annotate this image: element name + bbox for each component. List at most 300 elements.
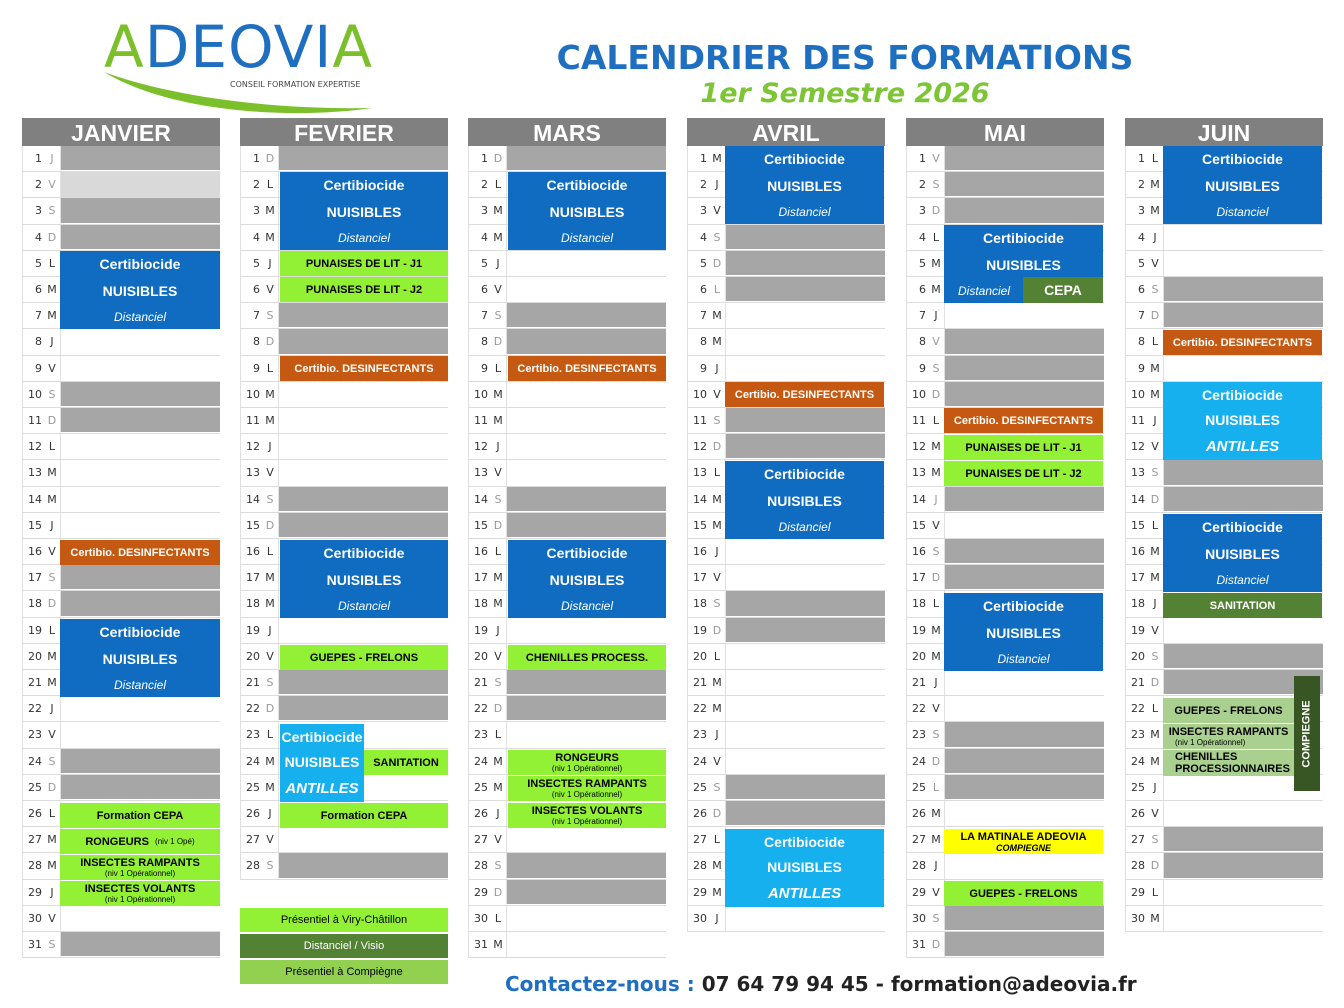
day-number: 24: [468, 749, 490, 774]
day-number: 8: [240, 329, 262, 354]
day-letter: V: [494, 833, 502, 847]
day-row: [906, 722, 1104, 748]
day-letter: M: [265, 571, 275, 585]
day-row: [22, 382, 220, 408]
day-letter: D: [931, 754, 941, 768]
day-number: 16: [240, 539, 262, 564]
day-row: [468, 146, 666, 172]
day-number: 20: [468, 644, 490, 669]
day-cell-off: [506, 696, 666, 721]
day-letter: V: [266, 466, 274, 480]
day-row: [687, 539, 885, 565]
day-letter: D: [47, 597, 57, 611]
day-number: 22: [1125, 696, 1147, 721]
day-number: 19: [240, 618, 262, 643]
day-number: 11: [22, 408, 44, 433]
day-number: 25: [240, 775, 262, 800]
day-letter: J: [715, 178, 719, 192]
day-row: [687, 225, 885, 251]
day-row: [22, 591, 220, 617]
day-letter: V: [713, 204, 721, 218]
day-number: 29: [906, 880, 928, 905]
event-chenilles-bar: CHENILLES PROCESSIONNAIRES: [1163, 750, 1294, 776]
day-cell-off: [60, 932, 220, 957]
contact-label: Contactez-nous :: [505, 972, 695, 996]
day-cell: [506, 827, 666, 852]
day-letter: V: [1151, 440, 1159, 454]
day-number: 2: [22, 172, 44, 197]
day-letter: D: [493, 702, 503, 716]
day-number: 17: [468, 565, 490, 590]
compiegne-vertical-label: COMPIEGNE: [1294, 676, 1320, 791]
day-letter: D: [493, 885, 503, 899]
day-row: [468, 722, 666, 748]
day-letter: D: [47, 414, 57, 428]
day-letter: S: [48, 938, 56, 952]
day-number: 3: [906, 198, 928, 223]
day-number: 25: [22, 775, 44, 800]
event-matinale-bar: LA MATINALE ADEOVIA COMPIEGNE: [944, 829, 1103, 854]
day-number: 30: [687, 906, 709, 931]
day-number: 13: [22, 460, 44, 485]
day-number: 16: [1125, 539, 1147, 564]
day-letter: J: [50, 702, 54, 716]
day-number: 24: [906, 749, 928, 774]
day-number: 25: [906, 775, 928, 800]
day-number: 18: [687, 591, 709, 616]
day-letter: S: [713, 230, 721, 244]
day-number: 1: [906, 146, 928, 171]
day-letter: M: [712, 702, 722, 716]
day-row: [687, 356, 885, 382]
logo-wordmark: ADEOVIA: [104, 13, 374, 81]
day-cell: [60, 487, 220, 512]
day-cell-off: [60, 408, 220, 433]
day-letter: M: [493, 597, 503, 611]
day-number: 29: [1125, 880, 1147, 905]
day-letter: M: [1150, 545, 1160, 559]
day-number: 4: [468, 225, 490, 250]
day-letter: M: [265, 204, 275, 218]
day-letter: M: [1150, 571, 1160, 585]
day-row: [240, 513, 448, 539]
day-number: 18: [1125, 591, 1147, 616]
day-row: [240, 434, 448, 460]
day-number: 4: [1125, 225, 1147, 250]
day-letter: M: [931, 807, 941, 821]
day-cell-off: [725, 408, 885, 433]
month-header: MARS: [468, 118, 666, 146]
day-row: [468, 513, 666, 539]
legend-compiegne: Présentiel à Compiègne: [240, 960, 448, 984]
day-letter: D: [265, 335, 275, 349]
day-letter: V: [932, 335, 940, 349]
day-letter: L: [48, 256, 56, 270]
day-cell-off: [944, 172, 1104, 197]
day-row: [468, 251, 666, 277]
day-letter: V: [932, 152, 940, 166]
day-letter: D: [493, 335, 503, 349]
day-row: [468, 906, 666, 932]
day-letter: L: [713, 833, 721, 847]
day-row: [687, 906, 885, 932]
day-row: [240, 146, 448, 172]
day-cell-off: [944, 565, 1104, 590]
day-number: 27: [22, 827, 44, 852]
day-number: 12: [22, 434, 44, 459]
day-cell-off: [278, 513, 448, 538]
day-letter: M: [931, 649, 941, 663]
day-row: [687, 670, 885, 696]
day-number: 4: [906, 225, 928, 250]
day-letter: M: [712, 335, 722, 349]
day-cell-off: [944, 722, 1104, 747]
day-number: 3: [240, 198, 262, 223]
day-cell: [506, 408, 666, 433]
contact-separator: -: [875, 972, 884, 996]
day-letter: J: [496, 440, 500, 454]
day-letter: V: [932, 885, 940, 899]
day-number: 20: [1125, 644, 1147, 669]
day-row: [22, 565, 220, 591]
day-cell-off: [278, 853, 448, 878]
day-letter: L: [932, 414, 940, 428]
day-number: 27: [468, 827, 490, 852]
day-number: 11: [687, 408, 709, 433]
day-letter: V: [932, 702, 940, 716]
day-row: [906, 749, 1104, 775]
day-number: 5: [906, 251, 928, 276]
day-row: [22, 932, 220, 958]
day-cell-off: [944, 775, 1104, 800]
day-cell-off: [60, 565, 220, 590]
day-row: [687, 775, 885, 801]
day-letter: S: [932, 911, 940, 925]
day-row: [468, 670, 666, 696]
day-letter: V: [713, 387, 721, 401]
day-row: [468, 277, 666, 303]
day-number: 15: [22, 513, 44, 538]
day-letter: M: [493, 938, 503, 952]
day-number: 6: [1125, 277, 1147, 302]
day-letter: V: [713, 571, 721, 585]
contact-phone[interactable]: 07 64 79 94 45: [701, 972, 869, 996]
day-letter: D: [712, 256, 722, 270]
day-number: 9: [22, 356, 44, 381]
day-cell-off: [944, 146, 1104, 171]
day-number: 1: [1125, 146, 1147, 171]
day-number: 10: [468, 382, 490, 407]
day-letter: V: [266, 283, 274, 297]
day-number: 30: [22, 906, 44, 931]
day-number: 24: [687, 749, 709, 774]
day-letter: J: [268, 440, 272, 454]
day-cell: [725, 696, 885, 721]
event-certibiocide-block: Certibiocide NUISIBLES Distanciel: [60, 619, 220, 697]
day-letter: M: [493, 754, 503, 768]
event-sanitation-bar: SANITATION: [364, 750, 448, 775]
day-number: 10: [906, 382, 928, 407]
day-letter: V: [713, 754, 721, 768]
day-number: 5: [22, 251, 44, 276]
day-letter: S: [266, 309, 274, 323]
event-desinfectants-bar: Certibio. DESINFECTANTS: [725, 382, 884, 407]
day-cell: [506, 618, 666, 643]
day-cell: [278, 827, 448, 852]
day-letter: L: [713, 283, 721, 297]
day-letter: V: [48, 178, 56, 192]
event-certibiocide-block: Certibiocide NUISIBLES Distanciel: [944, 225, 1103, 303]
day-letter: M: [931, 833, 941, 847]
day-number: 19: [906, 618, 928, 643]
day-number: 26: [468, 801, 490, 826]
day-cell-off: [944, 198, 1104, 223]
day-number: 28: [906, 853, 928, 878]
day-number: 13: [906, 460, 928, 485]
day-letter: M: [712, 152, 722, 166]
event-certibiocide-block: Certibiocide NUISIBLES Distanciel: [280, 172, 448, 250]
day-letter: L: [494, 728, 502, 742]
day-row: [468, 408, 666, 434]
day-letter: M: [265, 230, 275, 244]
day-row: [22, 775, 220, 801]
day-number: 11: [1125, 408, 1147, 433]
day-cell-off: [278, 303, 448, 328]
day-letter: M: [712, 676, 722, 690]
day-cell: [1163, 801, 1323, 826]
legend-distanciel: Distanciel / Visio: [240, 934, 448, 958]
day-letter: M: [1150, 178, 1160, 192]
event-cepa-bar: CEPA: [1023, 277, 1103, 303]
month-header: FEVRIER: [240, 118, 448, 146]
day-row: [240, 696, 448, 722]
day-row: [687, 251, 885, 277]
day-number: 19: [687, 618, 709, 643]
day-cell: [60, 696, 220, 721]
day-number: 8: [468, 329, 490, 354]
day-letter: L: [48, 440, 56, 454]
day-cell: [60, 906, 220, 931]
day-letter: L: [266, 728, 274, 742]
event-desinfectants-bar: Certibio. DESINFECTANTS: [1163, 330, 1322, 355]
day-row: [906, 696, 1104, 722]
day-letter: J: [715, 728, 719, 742]
day-number: 27: [687, 827, 709, 852]
day-cell: [506, 932, 666, 957]
day-row: [687, 565, 885, 591]
day-cell-off: [506, 487, 666, 512]
day-letter: M: [931, 440, 941, 454]
day-row: [1125, 277, 1323, 303]
day-cell: [725, 906, 885, 931]
day-number: 31: [468, 932, 490, 957]
day-cell-off: [944, 487, 1104, 512]
day-row: [1125, 487, 1323, 513]
day-number: 23: [240, 722, 262, 747]
day-number: 21: [240, 670, 262, 695]
day-row: [1125, 906, 1323, 932]
day-letter: S: [713, 780, 721, 794]
event-certibiocide-antilles-block: Certibiocide NUISIBLES ANTILLES: [725, 829, 884, 907]
day-row: [240, 382, 448, 408]
day-number: 7: [468, 303, 490, 328]
day-cell-off: [725, 434, 885, 459]
day-letter: M: [47, 649, 57, 663]
day-letter: L: [932, 597, 940, 611]
day-letter: J: [268, 256, 272, 270]
day-number: 29: [22, 880, 44, 905]
day-letter: D: [265, 702, 275, 716]
day-letter: D: [493, 152, 503, 166]
day-number: 14: [240, 487, 262, 512]
day-row: [240, 408, 448, 434]
day-number: 3: [468, 198, 490, 223]
day-number: 28: [687, 853, 709, 878]
day-cell-off: [278, 487, 448, 512]
day-number: 10: [22, 382, 44, 407]
day-number: 25: [468, 775, 490, 800]
day-row: [22, 906, 220, 932]
day-letter: L: [48, 623, 56, 637]
day-letter: M: [712, 859, 722, 873]
day-number: 22: [22, 696, 44, 721]
day-row: [240, 460, 448, 486]
day-letter: M: [265, 414, 275, 428]
day-letter: J: [1153, 597, 1157, 611]
day-row: [468, 932, 666, 958]
day-letter: M: [47, 466, 57, 480]
day-letter: J: [50, 152, 54, 166]
day-letter: L: [1151, 152, 1159, 166]
day-letter: M: [493, 571, 503, 585]
day-number: 28: [1125, 853, 1147, 878]
day-letter: D: [1150, 859, 1160, 873]
day-row: [687, 696, 885, 722]
day-row: [687, 408, 885, 434]
day-row: [906, 670, 1104, 696]
day-cell-off: [944, 749, 1104, 774]
event-insectes-rampants-bar: INSECTES RAMPANTS (niv 1 Opérationnel): [508, 776, 666, 801]
day-letter: M: [265, 754, 275, 768]
day-number: 24: [1125, 749, 1147, 774]
day-cell-off: [60, 198, 220, 223]
day-letter: L: [932, 230, 940, 244]
day-number: 2: [687, 172, 709, 197]
day-row: [1125, 644, 1323, 670]
day-number: 30: [1125, 906, 1147, 931]
contact-email[interactable]: formation@adeovia.fr: [890, 972, 1137, 996]
day-number: 7: [906, 303, 928, 328]
day-letter: S: [48, 754, 56, 768]
day-row: [687, 722, 885, 748]
day-number: 21: [22, 670, 44, 695]
day-number: 31: [22, 932, 44, 957]
day-number: 27: [240, 827, 262, 852]
day-letter: S: [48, 571, 56, 585]
event-desinfectants-bar: Certibio. DESINFECTANTS: [280, 356, 448, 381]
day-cell: [60, 722, 220, 747]
day-row: [906, 303, 1104, 329]
day-number: 15: [1125, 513, 1147, 538]
day-number: 26: [906, 801, 928, 826]
day-number: 1: [687, 146, 709, 171]
day-number: 7: [687, 303, 709, 328]
day-cell-off: [506, 329, 666, 354]
day-number: 11: [240, 408, 262, 433]
day-row: [906, 853, 1104, 879]
day-row: [22, 329, 220, 355]
day-cell-off: [506, 853, 666, 878]
day-cell: [1163, 251, 1323, 276]
day-cell-off: [725, 251, 885, 276]
day-letter: S: [48, 387, 56, 401]
day-number: 5: [1125, 251, 1147, 276]
day-row: [687, 303, 885, 329]
day-cell-off: [60, 225, 220, 250]
day-row: [22, 408, 220, 434]
day-number: 22: [240, 696, 262, 721]
day-letter: M: [265, 780, 275, 794]
day-row: [240, 853, 448, 879]
event-punaises-j2-bar: PUNAISES DE LIT - J2: [280, 277, 448, 302]
day-letter: J: [496, 256, 500, 270]
day-cell: [725, 670, 885, 695]
day-letter: V: [266, 649, 274, 663]
day-letter: M: [493, 414, 503, 428]
day-number: 9: [687, 356, 709, 381]
day-cell: [278, 460, 448, 485]
day-number: 1: [22, 146, 44, 171]
event-insectes-volants-bar: INSECTES VOLANTS (niv 1 Opérationnel): [60, 881, 220, 906]
event-punaises-j2-bar: PUNAISES DE LIT - J2: [944, 461, 1103, 486]
day-letter: L: [932, 780, 940, 794]
day-number: 17: [906, 565, 928, 590]
day-cell: [60, 460, 220, 485]
day-row: [468, 434, 666, 460]
day-number: 18: [468, 591, 490, 616]
day-cell: [725, 644, 885, 669]
day-cell-off: [725, 618, 885, 643]
day-number: 15: [687, 513, 709, 538]
day-letter: D: [712, 807, 722, 821]
day-cell-off: [60, 749, 220, 774]
event-formation-cepa-bar: Formation CEPA: [60, 803, 220, 828]
day-letter: M: [47, 859, 57, 873]
day-cell: [725, 539, 885, 564]
day-cell: [506, 434, 666, 459]
day-row: [687, 277, 885, 303]
day-number: 8: [1125, 329, 1147, 354]
day-letter: J: [934, 309, 938, 323]
day-number: 14: [22, 487, 44, 512]
day-number: 17: [22, 565, 44, 590]
day-number: 9: [906, 356, 928, 381]
day-number: 10: [687, 382, 709, 407]
day-letter: J: [715, 545, 719, 559]
day-cell: [944, 303, 1104, 328]
day-cell-off: [725, 277, 885, 302]
event-punaises-j1-bar: PUNAISES DE LIT - J1: [280, 251, 448, 276]
day-number: 25: [687, 775, 709, 800]
day-letter: J: [496, 807, 500, 821]
day-letter: S: [494, 676, 502, 690]
day-row: [906, 513, 1104, 539]
event-certibiocide-block: Certibiocide NUISIBLES Distanciel: [725, 461, 884, 539]
day-number: 21: [906, 670, 928, 695]
day-number: 28: [468, 853, 490, 878]
event-rongeurs-bar: RONGEURS (niv 1 Opérationnel): [508, 750, 666, 775]
day-number: 8: [687, 329, 709, 354]
